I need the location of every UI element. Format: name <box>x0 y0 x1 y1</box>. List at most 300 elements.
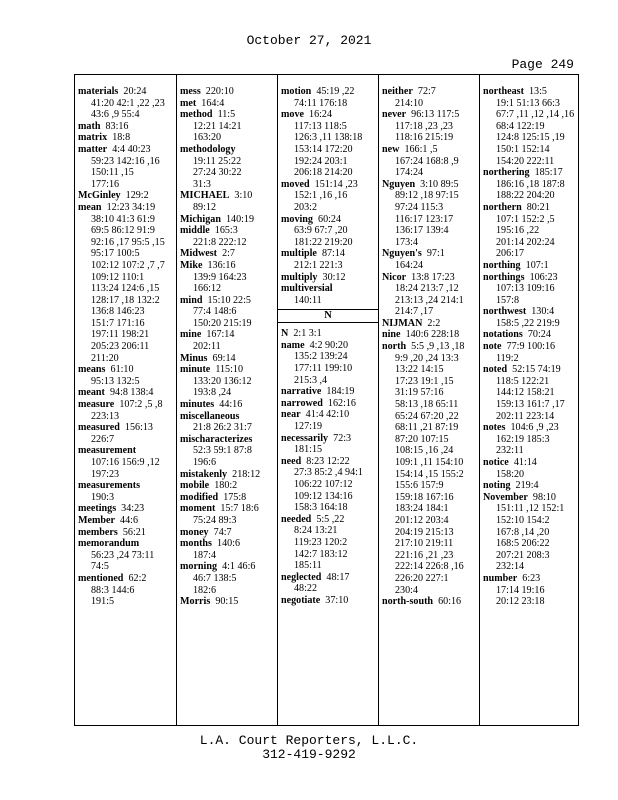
index-reference-continuation: 201:14 202:24 <box>496 236 555 248</box>
index-reference-continuation: 174:24 <box>395 167 424 179</box>
index-reference-continuation: 88:3 144:6 <box>91 584 135 596</box>
index-reference: 115:10 <box>215 364 243 376</box>
index-reference-continuation: 195:16 ,22 <box>496 225 540 237</box>
index-reference-continuation: 117:18 ,23 ,23 <box>395 120 453 132</box>
index-entry <box>483 306 577 329</box>
index-reference: 87:14 <box>321 248 345 260</box>
index-reference-continuation: 162:19 185:3 <box>496 433 550 445</box>
index-entry <box>281 595 375 607</box>
index-reference-continuation: 136:8 146:23 <box>91 306 145 318</box>
index-reference: 41:4 42:10 <box>305 409 350 421</box>
index-entry <box>281 409 375 432</box>
index-reference: 72:3 <box>333 432 352 444</box>
word-index-table <box>74 74 579 726</box>
index-reference: 104:6 ,9 ,23 <box>510 422 559 434</box>
index-reference-continuation: 63:9 67:7 ,20 <box>294 225 348 237</box>
section-letter-heading: N <box>278 309 378 323</box>
index-reference-continuation: 166:12 <box>193 283 222 295</box>
index-entry <box>78 190 173 202</box>
index-term: Michigan <box>180 213 221 225</box>
index-reference-continuation: 59:23 142:16 ,16 <box>91 155 160 167</box>
index-term: note <box>483 341 502 353</box>
index-reference-continuation: 214:10 <box>395 97 424 109</box>
index-entry <box>281 340 375 386</box>
index-reference-continuation: 152:10 154:2 <box>496 514 550 526</box>
index-term: noted <box>483 364 508 376</box>
index-entry <box>483 341 577 364</box>
index-term: Member <box>78 514 115 526</box>
index-reference-continuation: 197:23 <box>91 468 120 480</box>
index-reference-continuation: 151:7 171:16 <box>91 317 145 329</box>
index-term: Nicor <box>382 271 407 283</box>
index-entry <box>382 596 476 608</box>
index-entry <box>78 121 173 133</box>
index-reference-continuation: 133:20 136:12 <box>193 375 252 387</box>
index-entry <box>78 422 173 445</box>
index-term: multiple <box>281 248 317 260</box>
index-term: Nguyen <box>382 178 416 190</box>
index-reference: 37:10 <box>325 594 349 606</box>
index-reference: 175:8 <box>223 491 247 503</box>
index-term: method <box>180 109 213 121</box>
index-term: name <box>281 339 305 351</box>
index-reference-continuation: 142:7 183:12 <box>294 548 348 560</box>
index-entry <box>483 260 577 272</box>
index-reference-continuation: 204:19 215:13 <box>395 526 454 538</box>
index-reference: 30:12 <box>322 271 346 283</box>
index-entry <box>382 144 476 179</box>
index-reference: 8:23 12:22 <box>306 455 350 467</box>
index-reference: 140:6 <box>217 538 241 550</box>
index-term: noting <box>483 480 511 492</box>
index-entry <box>281 248 375 271</box>
index-entry <box>78 144 173 190</box>
index-reference: 167:14 <box>206 329 235 341</box>
index-entry <box>281 179 375 214</box>
index-reference-continuation: 173:4 <box>395 236 418 248</box>
index-reference-continuation: 158:3 164:18 <box>294 502 348 514</box>
index-reference-continuation: 139:9 164:23 <box>193 271 247 283</box>
index-entry <box>180 434 274 469</box>
index-term: materials <box>78 86 119 97</box>
index-reference: 6:23 <box>522 572 541 584</box>
index-entry <box>180 364 274 399</box>
index-reference-continuation: 17:14 19:16 <box>496 584 545 596</box>
index-reference-continuation: 126:3 ,11 138:18 <box>294 132 363 144</box>
index-reference: 61:10 <box>110 364 134 376</box>
index-reference-continuation: 135:2 139:24 <box>294 351 348 363</box>
index-term: northern <box>483 201 522 213</box>
index-reference-continuation: 232:11 <box>496 445 524 457</box>
index-reference: 62:2 <box>128 572 147 584</box>
index-term: moving <box>281 213 313 225</box>
index-column-2 <box>176 75 277 725</box>
index-reference-continuation: 192:24 203:1 <box>294 155 348 167</box>
index-reference-continuation: 89:12 <box>193 201 216 213</box>
index-reference-continuation: 106:22 107:12 <box>294 479 353 490</box>
index-reference: 185:17 <box>534 167 563 179</box>
index-entry <box>483 457 577 480</box>
index-reference-continuation: 196:6 <box>193 457 216 468</box>
index-reference-continuation: 19:1 51:13 66:3 <box>496 97 560 109</box>
index-reference-continuation: 43:6 ,9 55:4 <box>91 109 140 121</box>
index-term: motion <box>281 86 312 97</box>
index-reference-continuation: 109:1 ,11 154:10 <box>395 457 464 468</box>
index-reference-continuation: 154:14 ,15 155:2 <box>395 468 464 480</box>
index-reference-continuation: 177:11 199:10 <box>294 363 353 375</box>
index-reference-continuation: 21:8 26:2 31:7 <box>193 422 252 434</box>
index-reference-continuation: 215:3 ,4 <box>294 374 328 386</box>
index-reference-continuation: 217:10 219:11 <box>395 538 454 550</box>
index-entry <box>281 328 375 340</box>
index-reference-continuation: 13:22 14:15 <box>395 364 444 376</box>
index-entry <box>483 272 577 307</box>
index-reference: 3:10 89:5 <box>420 178 459 190</box>
index-term: mean <box>78 201 102 213</box>
index-reference-continuation: 116:17 123:17 <box>395 213 454 225</box>
index-reference-continuation: 41:20 42:1 ,22 ,23 <box>91 97 165 109</box>
index-reference: 69:14 <box>212 352 236 364</box>
index-entry <box>483 167 577 202</box>
index-entry <box>180 214 274 226</box>
index-term: NIJMAN <box>382 317 423 329</box>
index-reference-continuation: 31:3 <box>193 178 211 190</box>
index-reference-continuation: 52:3 59:1 87:8 <box>193 445 252 457</box>
index-reference-continuation: 202:11 <box>193 341 221 353</box>
index-entry <box>483 86 577 167</box>
index-reference-continuation: 68:4 122:19 <box>496 120 545 132</box>
index-reference: 98:10 <box>532 491 556 503</box>
index-reference-continuation: 230:4 <box>395 584 418 596</box>
index-term: multiversial <box>281 283 333 295</box>
index-reference-continuation: 89:12 ,18 97:15 <box>395 190 459 202</box>
index-term: measurements <box>78 480 141 492</box>
index-entry <box>281 214 375 249</box>
index-reference: 136:16 <box>207 259 236 271</box>
index-term: modified <box>180 491 219 503</box>
index-term: Mike <box>180 259 203 271</box>
index-reference-continuation: 119:23 120:2 <box>294 536 348 548</box>
index-term: meant <box>78 387 105 399</box>
index-reference-continuation: 31:19 57:16 <box>395 387 444 399</box>
index-reference-continuation: 211:20 <box>91 352 119 364</box>
index-reference: 218:12 <box>232 468 261 480</box>
index-term: need <box>281 455 302 467</box>
index-reference-continuation: 92:16 ,17 95:5 ,15 <box>91 236 165 248</box>
index-reference-continuation: 95:17 100:5 <box>91 248 140 260</box>
index-reference: 140:6 228:18 <box>405 329 460 341</box>
index-reference-continuation: 221:8 222:12 <box>193 236 247 248</box>
index-reference-continuation: 159:13 161:7 ,17 <box>496 399 565 411</box>
index-reference: 15:10 22:5 <box>207 294 251 306</box>
index-reference-continuation: 206:18 214:20 <box>294 167 353 179</box>
index-entry <box>180 353 274 365</box>
index-reference: 4:1 46:6 <box>222 561 256 573</box>
index-term: McGinley <box>78 190 121 202</box>
index-reference-continuation: 183:24 184:1 <box>395 503 449 515</box>
index-entry <box>78 538 173 573</box>
index-reference: 20:24 <box>123 86 147 97</box>
index-reference-continuation: 69:5 86:12 91:9 <box>91 225 155 237</box>
index-reference-continuation: 136:17 139:4 <box>395 225 449 237</box>
index-term: north <box>382 341 407 353</box>
index-reference: 3:10 <box>234 190 253 202</box>
index-reference-continuation: 182:6 <box>193 584 216 596</box>
index-reference: 13:5 <box>528 86 547 97</box>
index-reference-continuation: 222:14 226:8 ,16 <box>395 561 464 573</box>
index-term: measurement <box>78 445 137 457</box>
index-entry <box>483 329 577 341</box>
index-reference-continuation: 118:16 215:19 <box>395 132 454 144</box>
index-reference: 45:19 ,22 <box>316 86 355 97</box>
index-reference: 11:5 <box>217 109 236 121</box>
index-reference-continuation: 213:13 ,24 214:1 <box>395 294 464 306</box>
index-entry <box>180 527 274 539</box>
index-entry <box>180 295 274 330</box>
index-reference-continuation: 46:7 138:5 <box>193 572 237 584</box>
index-reference: 2:2 <box>427 317 441 329</box>
index-reference-continuation: 56:23 ,24 73:11 <box>91 549 155 561</box>
index-reference-continuation: 181:15 <box>294 444 323 456</box>
index-term: matrix <box>78 132 108 144</box>
index-reference: 156:13 <box>124 422 153 434</box>
index-entry <box>78 399 173 422</box>
index-reference-continuation: 113:24 124:6 ,15 <box>91 283 160 295</box>
index-entry <box>78 132 173 144</box>
index-reference-continuation: 97:24 115:3 <box>395 201 444 213</box>
index-entry <box>483 202 577 260</box>
index-reference: 56:21 <box>122 526 146 538</box>
index-reference: 44:6 <box>120 514 138 526</box>
index-term: negotiate <box>281 594 321 606</box>
index-reference-continuation: 102:12 107:2 ,7 ,7 <box>91 259 165 271</box>
index-reference-continuation: 17:23 19:1 ,15 <box>395 375 454 387</box>
index-entry <box>180 260 274 295</box>
index-entry <box>180 109 274 144</box>
index-reference-continuation: 27:3 85:2 ,4 94:1 <box>294 467 363 479</box>
index-reference: 13:8 17:23 <box>411 271 455 283</box>
index-reference-continuation: 214:7 ,17 <box>395 306 434 318</box>
index-reference-continuation: 150:20 215:19 <box>193 317 252 329</box>
index-term: Morris <box>180 596 211 608</box>
index-reference: 60:24 <box>318 213 342 225</box>
index-entry <box>180 561 274 596</box>
index-reference: 162:16 <box>327 397 356 409</box>
index-entry <box>382 179 476 249</box>
index-term: needed <box>281 513 312 525</box>
index-term: meetings <box>78 503 117 515</box>
index-reference-continuation: 163:20 <box>193 132 222 144</box>
index-reference: 80:21 <box>526 201 550 213</box>
index-column-1 <box>75 75 176 725</box>
index-reference-continuation: 205:23 206:11 <box>91 341 150 353</box>
index-reference: 2:7 <box>222 248 235 260</box>
index-term: northings <box>483 271 525 283</box>
index-reference-continuation: 8:24 13:21 <box>294 525 338 537</box>
index-reference-continuation: 95:13 132:5 <box>91 375 140 387</box>
index-reference-continuation: 167:24 168:8 ,9 <box>395 155 459 167</box>
index-reference-continuation: 107:13 109:16 <box>496 283 555 295</box>
index-reference-continuation: 75:24 89:3 <box>193 514 237 526</box>
index-entry <box>281 86 375 109</box>
index-entry <box>483 422 577 457</box>
index-term: mobile <box>180 480 210 492</box>
index-term: nine <box>382 329 401 341</box>
index-entry <box>281 433 375 456</box>
index-entry <box>78 86 173 121</box>
index-reference-continuation: 152:1 ,16 ,16 <box>294 190 348 202</box>
index-reference: 52:15 74:19 <box>512 364 561 376</box>
index-reference-continuation: 212:1 221:3 <box>294 259 343 271</box>
index-reference-continuation: 187:4 <box>193 549 216 561</box>
index-entry <box>180 399 274 411</box>
index-term: miscellaneous <box>180 410 240 422</box>
index-reference-continuation: 150:11 ,15 <box>91 167 134 179</box>
index-term: mine <box>180 329 202 341</box>
index-term: notes <box>483 422 506 434</box>
index-entry <box>382 272 476 318</box>
index-term: northing <box>483 259 521 271</box>
index-term: MICHAEL <box>180 190 230 202</box>
index-reference-continuation: 181:22 219:20 <box>294 236 353 248</box>
index-entry <box>78 445 173 480</box>
page-number: Page 249 <box>511 57 574 72</box>
index-reference-continuation: 144:12 158:21 <box>496 387 555 399</box>
index-entry <box>382 86 476 109</box>
index-term: notations <box>483 329 523 341</box>
index-entry <box>78 503 173 515</box>
reporter-name: L.A. Court Reporters, L.L.C. <box>199 733 419 748</box>
index-reference-continuation: 127:19 <box>294 421 323 433</box>
index-term: neither <box>382 86 413 97</box>
index-entry <box>78 202 173 364</box>
index-reference-continuation: 206:17 <box>496 248 525 260</box>
index-reference: 72:7 <box>417 86 436 97</box>
index-reference-continuation: 65:24 67:20 ,22 <box>395 410 459 422</box>
index-reference-continuation: 202:11 223:14 <box>496 410 555 422</box>
index-entry <box>180 469 274 481</box>
index-reference-continuation: 109:12 134:16 <box>294 490 353 502</box>
index-reference-continuation: 107:1 152:2 ,5 <box>496 213 555 225</box>
index-entry <box>180 86 274 98</box>
index-reference-continuation: 87:20 107:15 <box>395 433 449 445</box>
index-reference-continuation: 167:8 ,14 ,20 <box>496 526 550 538</box>
index-reference: 41:14 <box>513 457 537 468</box>
index-term: multiply <box>281 271 318 283</box>
index-entry <box>382 318 476 330</box>
index-reference-continuation: 109:12 110:1 <box>91 271 145 283</box>
index-term: northwest <box>483 306 527 318</box>
index-reference: 97:1 <box>426 248 445 260</box>
index-entry <box>180 248 274 260</box>
index-reference-continuation: 157:8 <box>496 294 519 306</box>
index-reference: 219:4 <box>515 480 539 492</box>
index-entry <box>180 492 274 504</box>
index-reference: 165:3 <box>214 225 238 237</box>
index-reference: 220:10 <box>205 86 234 97</box>
index-reference-continuation: 18:24 213:7 ,12 <box>395 283 459 295</box>
index-reference-continuation: 159:18 167:16 <box>395 491 454 503</box>
index-entry <box>78 527 173 539</box>
index-entry <box>382 329 476 341</box>
index-reference: 140:19 <box>225 213 255 225</box>
index-reference-continuation: 12:21 14:21 <box>193 120 242 132</box>
index-entry <box>483 492 577 573</box>
index-reference-continuation: 223:13 <box>91 410 120 422</box>
index-term: means <box>78 364 106 376</box>
index-reference: 5:5 ,22 <box>316 513 345 525</box>
index-term: Minus <box>180 352 208 364</box>
index-reference-continuation: 193:8 ,24 <box>193 387 232 399</box>
index-reference: 164:4 <box>201 97 225 109</box>
index-reference: 106:23 <box>529 271 558 283</box>
index-reference: 16:24 <box>309 109 333 121</box>
index-reference-continuation: 221:16 ,21 ,23 <box>395 549 454 561</box>
index-term: met <box>180 97 197 109</box>
index-reference-continuation: 226:7 <box>91 433 114 445</box>
index-term: morning <box>180 561 218 573</box>
index-entry <box>281 109 375 179</box>
index-term: Nguyen's <box>382 248 422 260</box>
index-reference-continuation: 226:20 227:1 <box>395 572 449 584</box>
index-entry <box>180 144 274 190</box>
index-reference-continuation: 58:13 ,18 65:11 <box>395 399 459 411</box>
index-entry <box>180 538 274 561</box>
index-entry <box>78 387 173 399</box>
index-reference: 83:16 <box>105 120 129 132</box>
index-reference-continuation: 107:16 156:9 ,12 <box>91 457 160 468</box>
index-term: new <box>382 143 400 155</box>
index-term: narrative <box>281 386 322 398</box>
index-entry <box>281 283 375 306</box>
index-reference-continuation: 48:22 <box>294 583 317 595</box>
index-reference: 77:9 100:16 <box>506 341 556 353</box>
index-reference: 180:2 <box>214 480 238 492</box>
index-term: members <box>78 526 118 538</box>
index-entry <box>281 272 375 284</box>
index-entry <box>281 514 375 572</box>
index-term: moved <box>281 178 310 190</box>
index-term: moment <box>180 503 216 515</box>
index-reference: 94:8 138:4 <box>109 387 154 399</box>
index-entry <box>180 411 274 434</box>
index-entry <box>382 109 476 144</box>
index-reference-continuation: 124:8 125:15 ,19 <box>496 132 565 144</box>
index-reference-continuation: 68:11 ,21 87:19 <box>395 422 459 434</box>
index-term: number <box>483 572 518 584</box>
index-term: mind <box>180 294 203 306</box>
index-reference-continuation: 177:16 <box>91 178 120 190</box>
index-reference-continuation: 155:6 157:9 <box>395 480 444 492</box>
index-reference: 130:4 <box>531 306 555 318</box>
index-entry <box>78 480 173 503</box>
index-reference-continuation: 9:9 ,20 ,24 13:3 <box>395 352 459 364</box>
index-reference-continuation: 67:7 ,11 ,12 ,14 ,16 <box>496 109 575 121</box>
index-term: money <box>180 526 209 538</box>
index-reference-continuation: 232:14 <box>496 561 525 573</box>
index-entry <box>382 248 476 271</box>
index-reference: 166:1 ,5 <box>404 143 438 155</box>
index-reference-continuation: 108:15 ,16 ,24 <box>395 445 454 457</box>
index-reference: 2:1 3:1 <box>293 328 322 340</box>
index-term: Midwest <box>180 248 218 260</box>
index-reference-continuation: 154:20 222:11 <box>496 155 555 167</box>
index-reference-continuation: 140:11 <box>294 294 322 306</box>
index-reference-continuation: 74:11 176:18 <box>294 97 348 109</box>
index-reference-continuation: 74:5 <box>91 561 109 573</box>
index-term: measured <box>78 422 120 434</box>
index-entry <box>180 98 274 110</box>
